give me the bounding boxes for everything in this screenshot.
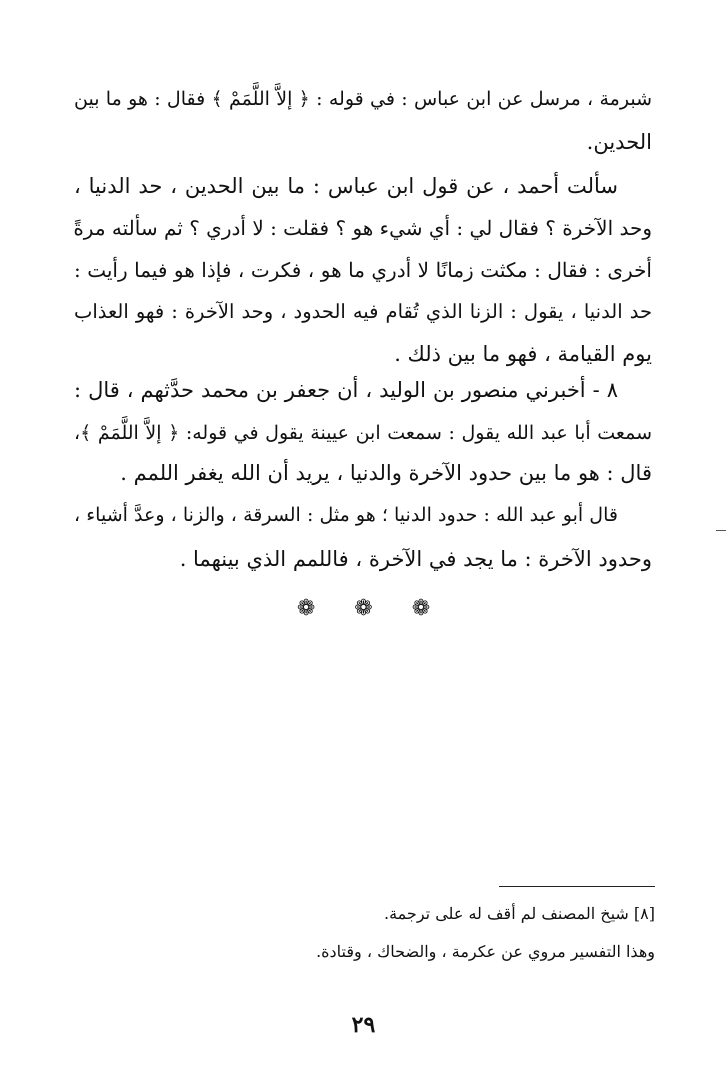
section-divider-ornaments: [0, 596, 727, 621]
body-line-4: وحد الآخرة ؟ فقال لي : أي شيء هو ؟ فقلت : لا أدري ؟ ثم سألته مرةً: [73, 216, 652, 240]
footnote-2: وهذا التفسير مروي عن عكرمة ، والضحاك ، وقتادة.: [316, 942, 655, 961]
body-line-7: يوم القيامة ، فهو ما بين ذلك .: [394, 342, 652, 366]
footnote-1: [٨] شيخ المصنف لم أقف له على ترجمة.: [384, 904, 655, 923]
flower-ornament-icon: ❁: [296, 596, 316, 621]
body-line-8: ٨ - أخبرني منصور بن الوليد ، أن جعفر بن محمد حدَّثهم ، قال :: [74, 378, 618, 402]
footnote-separator-rule: [499, 886, 655, 887]
flower-ornament-icon: ❁: [411, 596, 431, 621]
body-line-11: قال أبو عبد الله : حدود الدنيا ؛ هو مثل : السرقة ، والزنا ، وعدَّ أشياء ،: [74, 504, 618, 526]
body-line-5: أخرى : فقال : مكثت زمانًا لا أدري ما هو ، فكرت ، فإذا هو فيما رأيت :: [74, 258, 652, 282]
body-line-3: سألت أحمد ، عن قول ابن عباس : ما بين الحدين ، حد الدنيا ،: [74, 174, 618, 198]
page-number: ٢٩: [351, 1012, 376, 1038]
flower-ornament-icon: ❁: [354, 596, 373, 621]
body-line-2: الحدين.: [586, 130, 652, 154]
body-line-10: قال : هو ما بين حدود الآخرة والدنيا ، يريد أن الله يغفر اللمم .: [120, 461, 652, 485]
body-line-9: سمعت أبا عبد الله يقول : سمعت ابن عيينة يقول في قوله: ﴿ إلاَّ اللَّمَمْ ﴾،: [74, 422, 652, 444]
body-line-12: وحدود الآخرة : ما يجد في الآخرة ، فاللمم الذي بينهما .: [179, 547, 652, 571]
body-line-1: شبرمة ، مرسل عن ابن عباس : في قوله : ﴿ إلاَّ اللَّمَمْ ﴾ فقال : هو ما بين: [74, 88, 652, 110]
scan-edge-mark: [716, 530, 726, 531]
body-line-6: حد الدنيا ، يقول : الزنا الذي تُقام فيه الحدود ، وحد الآخرة : فهو العذاب: [74, 300, 652, 323]
